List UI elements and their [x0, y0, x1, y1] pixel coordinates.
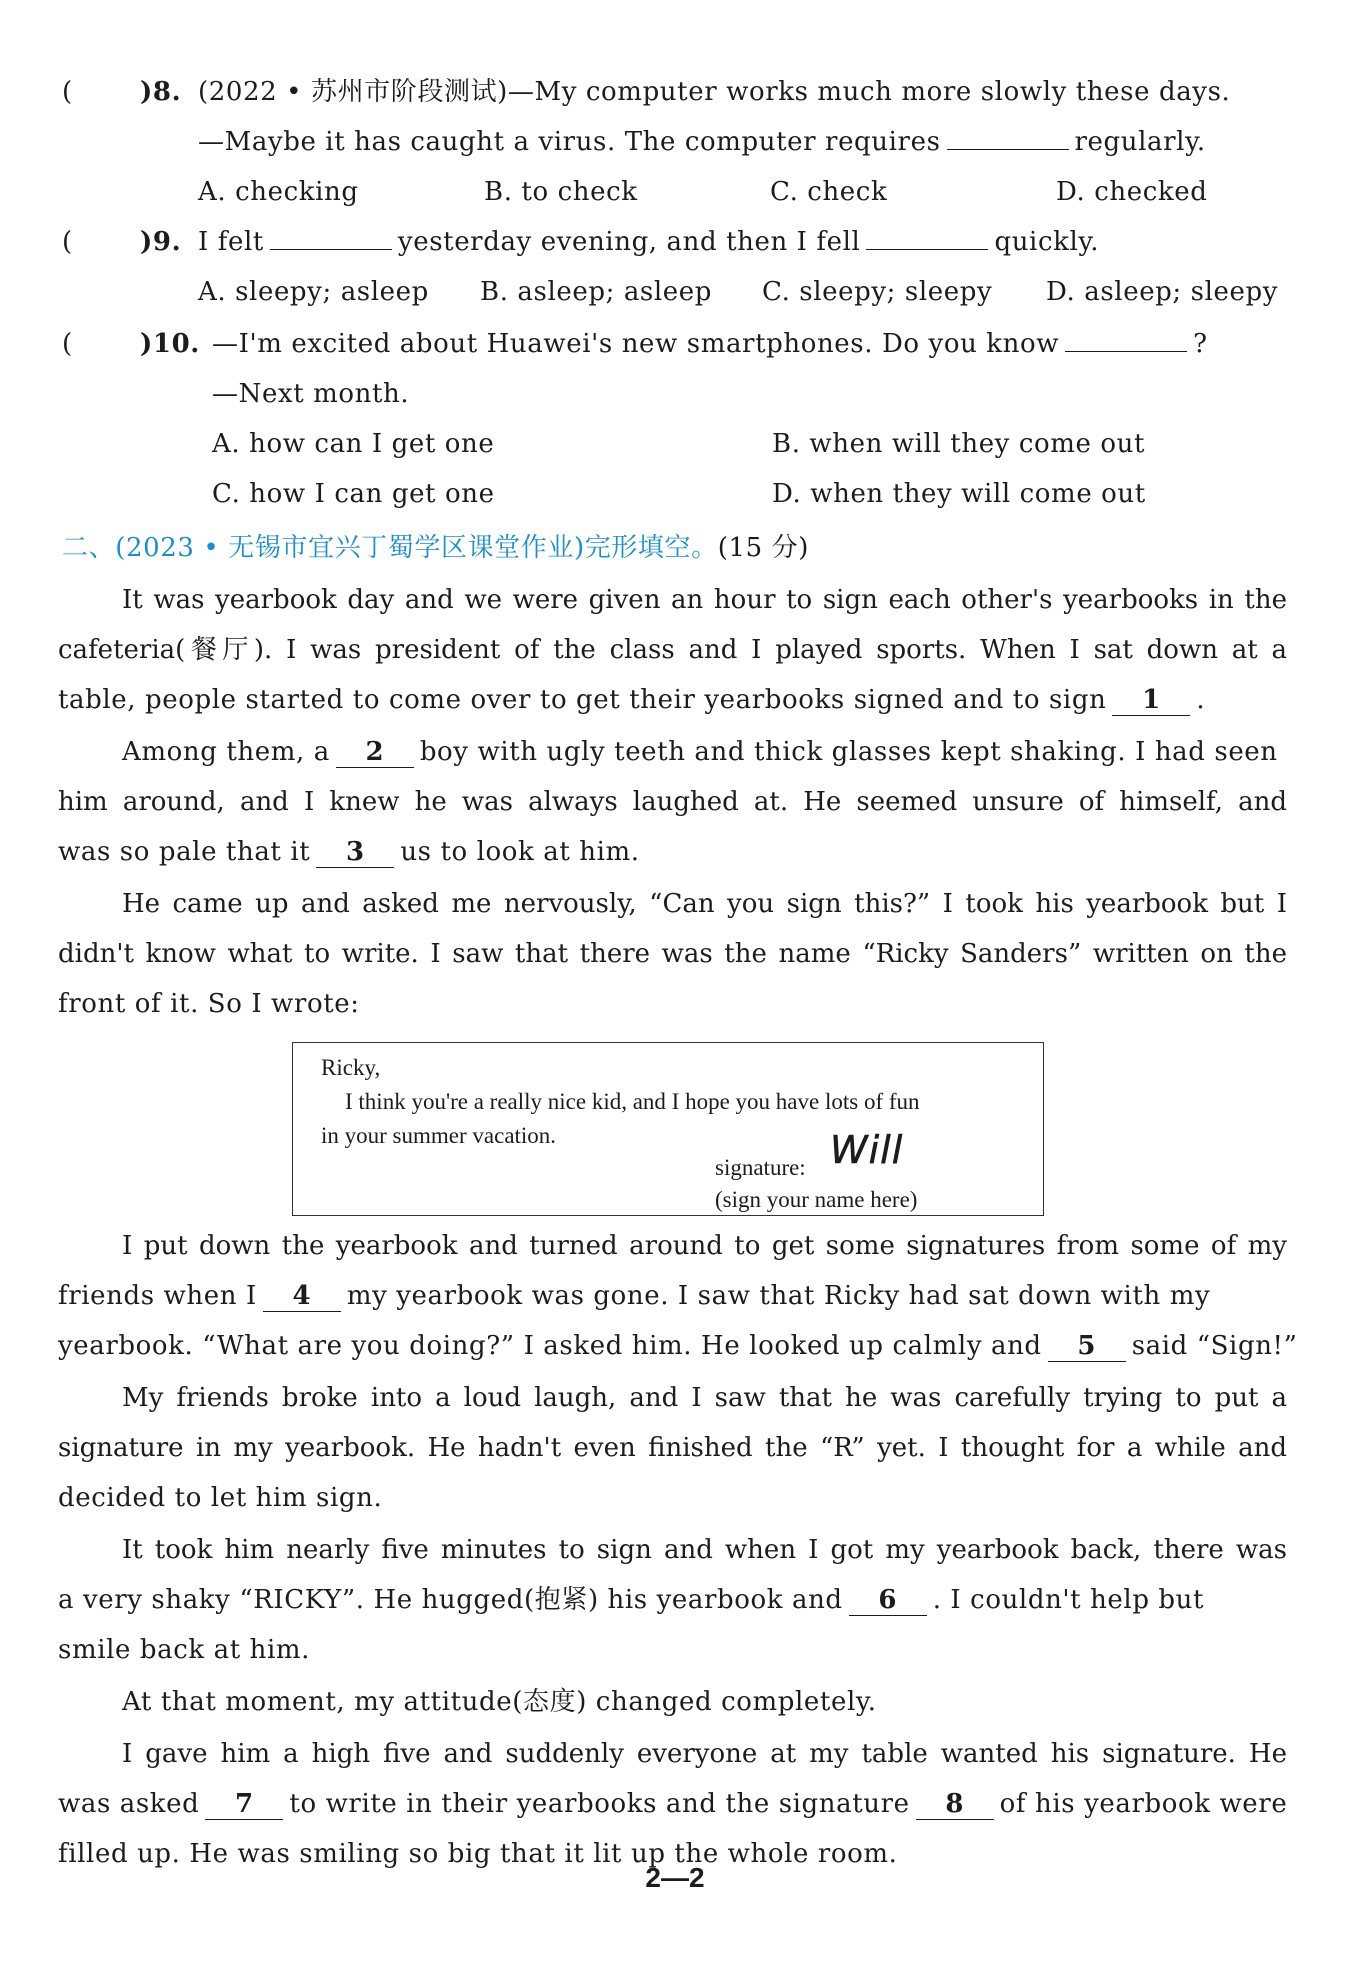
passage-p5-line1: My friends broke into a loud laugh, and I saw that he was carefully trying to put a	[122, 1383, 1287, 1413]
passage-p8-line2: was asked 7 to write in their yearbooks and the signature 8 of his yearbook were	[58, 1789, 1288, 1819]
passage-p4-line1: I put down the yearbook and turned around to get some signatures from some of my	[122, 1231, 1287, 1261]
passage-p1-line3: table, people started to come over to get their yearbooks signed and to sign 1 .	[58, 685, 1206, 715]
passage-p1-line1: It was yearbook day and we were given an hour to sign each other's yearbooks in the	[122, 585, 1287, 615]
cloze-blank-4: 4	[263, 1281, 341, 1312]
page-number: 2—2	[645, 1862, 705, 1893]
cloze-blank-5: 5	[1048, 1331, 1126, 1362]
passage-p3-line1: He came up and asked me nervously, “Can you sign this?” I took his yearbook but I	[122, 889, 1287, 919]
cloze-blank-6: 6	[849, 1585, 927, 1616]
q9-option-c: C. sleepy; sleepy	[762, 277, 993, 307]
passage-p4-line3: yearbook. “What are you doing?” I asked him. He looked up calmly and 5 said “Sign!”	[58, 1331, 1298, 1361]
passage-p2-line1: Among them, a 2 boy with ugly teeth and thick glasses kept shaking. I had seen	[122, 737, 1278, 767]
passage-p5-line3: decided to let him sign.	[58, 1483, 383, 1513]
cloze-blank-3: 3	[316, 837, 394, 868]
q8-option-c: C. check	[770, 177, 888, 207]
note-signature-label: signature:	[715, 1155, 806, 1180]
q10-reply: —Next month.	[212, 379, 410, 409]
q9-option-b: B. asleep; asleep	[480, 277, 713, 307]
q9-paren-open: (	[62, 227, 73, 257]
q8-option-a: A. checking	[198, 177, 359, 207]
passage-p4-line2: friends when I 4 my yearbook was gone. I saw that Ricky had sat down with my	[58, 1281, 1211, 1311]
q8-option-b: B. to check	[484, 177, 638, 207]
section2-heading: 二、(2023 • 无锡市宜兴丁蜀学区课堂作业)完形填空。	[62, 533, 718, 563]
note-signature-hint: (sign your name here)	[715, 1187, 918, 1212]
q9-blank-2	[866, 223, 988, 250]
passage-p2-line3: was so pale that it 3 us to look at him.	[58, 837, 640, 867]
cloze-blank-2: 2	[336, 737, 414, 768]
handwritten-signature	[828, 1125, 938, 1171]
q8-paren-open: (	[62, 77, 73, 107]
q8-line2: —Maybe it has caught a virus. The computer requires regularly.	[198, 122, 1206, 162]
passage-p5-line2: signature in my yearbook. He hadn't even finished the “R” yet. I thought for a while and	[58, 1433, 1287, 1463]
q9-stem: I felt yesterday evening, and then I fell quickly.	[198, 222, 1099, 262]
q9-blank-1	[270, 223, 392, 250]
signature-will: Will	[830, 1128, 904, 1171]
q10-option-d: D. when they will come out	[772, 479, 1146, 509]
passage-p7-line1: At that moment, my attitude(态度) changed completely.	[122, 1687, 877, 1717]
passage-p6-line3: smile back at him.	[58, 1635, 310, 1665]
q8-paren-number: )8.	[140, 77, 182, 107]
q10-option-a: A. how can I get one	[212, 429, 495, 459]
cloze-blank-1: 1	[1112, 685, 1190, 716]
q8-line1	[198, 72, 1230, 112]
q9-option-d: D. asleep; sleepy	[1046, 277, 1279, 307]
q10-paren-open: (	[62, 329, 73, 359]
q9-paren-number: )9.	[140, 227, 182, 257]
cloze-blank-8: 8	[916, 1789, 994, 1820]
passage-p8-line1: I gave him a high five and suddenly everyone at my table wanted his signature. He	[122, 1739, 1287, 1769]
section2-score: (15 分)	[717, 533, 809, 563]
note-line1: I think you're a really nice kid, and I hope you have lots of fun	[345, 1089, 920, 1114]
q8-answer-blank	[947, 123, 1069, 150]
section2-heading-line	[62, 528, 809, 568]
q8-number: 8.	[152, 77, 182, 107]
q8-source: (2022 • 苏州市阶段测试)	[198, 77, 508, 107]
q10-option-c: C. how I can get one	[212, 479, 495, 509]
q10-paren-number: )10.	[140, 329, 200, 359]
note-line2: in your summer vacation.	[321, 1123, 557, 1148]
passage-p1-line2: cafeteria(餐厅). I was president of the class and I played sports. When I sat down at a	[58, 635, 1287, 665]
q8-stem-1: —My computer works much more slowly these days.	[507, 77, 1231, 107]
q8-option-d: D. checked	[1056, 177, 1208, 207]
q9-number: 9.	[152, 227, 182, 257]
passage-p6-line2: a very shaky “RICKY”. He hugged(抱紧) his yearbook and 6 . I couldn't help but	[58, 1585, 1205, 1615]
passage-p8-line3: filled up. He was smiling so big that it lit up the whole room.	[58, 1839, 898, 1869]
note-greeting: Ricky,	[321, 1055, 381, 1080]
q10-option-b: B. when will they come out	[772, 429, 1145, 459]
q9-option-a: A. sleepy; asleep	[198, 277, 429, 307]
passage-p2-line2: him around, and I knew he was always laughed at. He seemed unsure of himself, and	[58, 787, 1287, 817]
passage-p3-line2: didn't know what to write. I saw that there was the name “Ricky Sanders” written on the	[58, 939, 1287, 969]
passage-p3-line3: front of it. So I wrote:	[58, 989, 360, 1019]
q10-number: 10.	[152, 329, 200, 359]
q10-blank	[1065, 325, 1187, 352]
passage-p6-line1: It took him nearly five minutes to sign and when I got my yearbook back, there was	[122, 1535, 1287, 1565]
q10-stem: —I'm excited about Huawei's new smartphones. Do you know ?	[212, 324, 1208, 364]
cloze-blank-7: 7	[205, 1789, 283, 1820]
